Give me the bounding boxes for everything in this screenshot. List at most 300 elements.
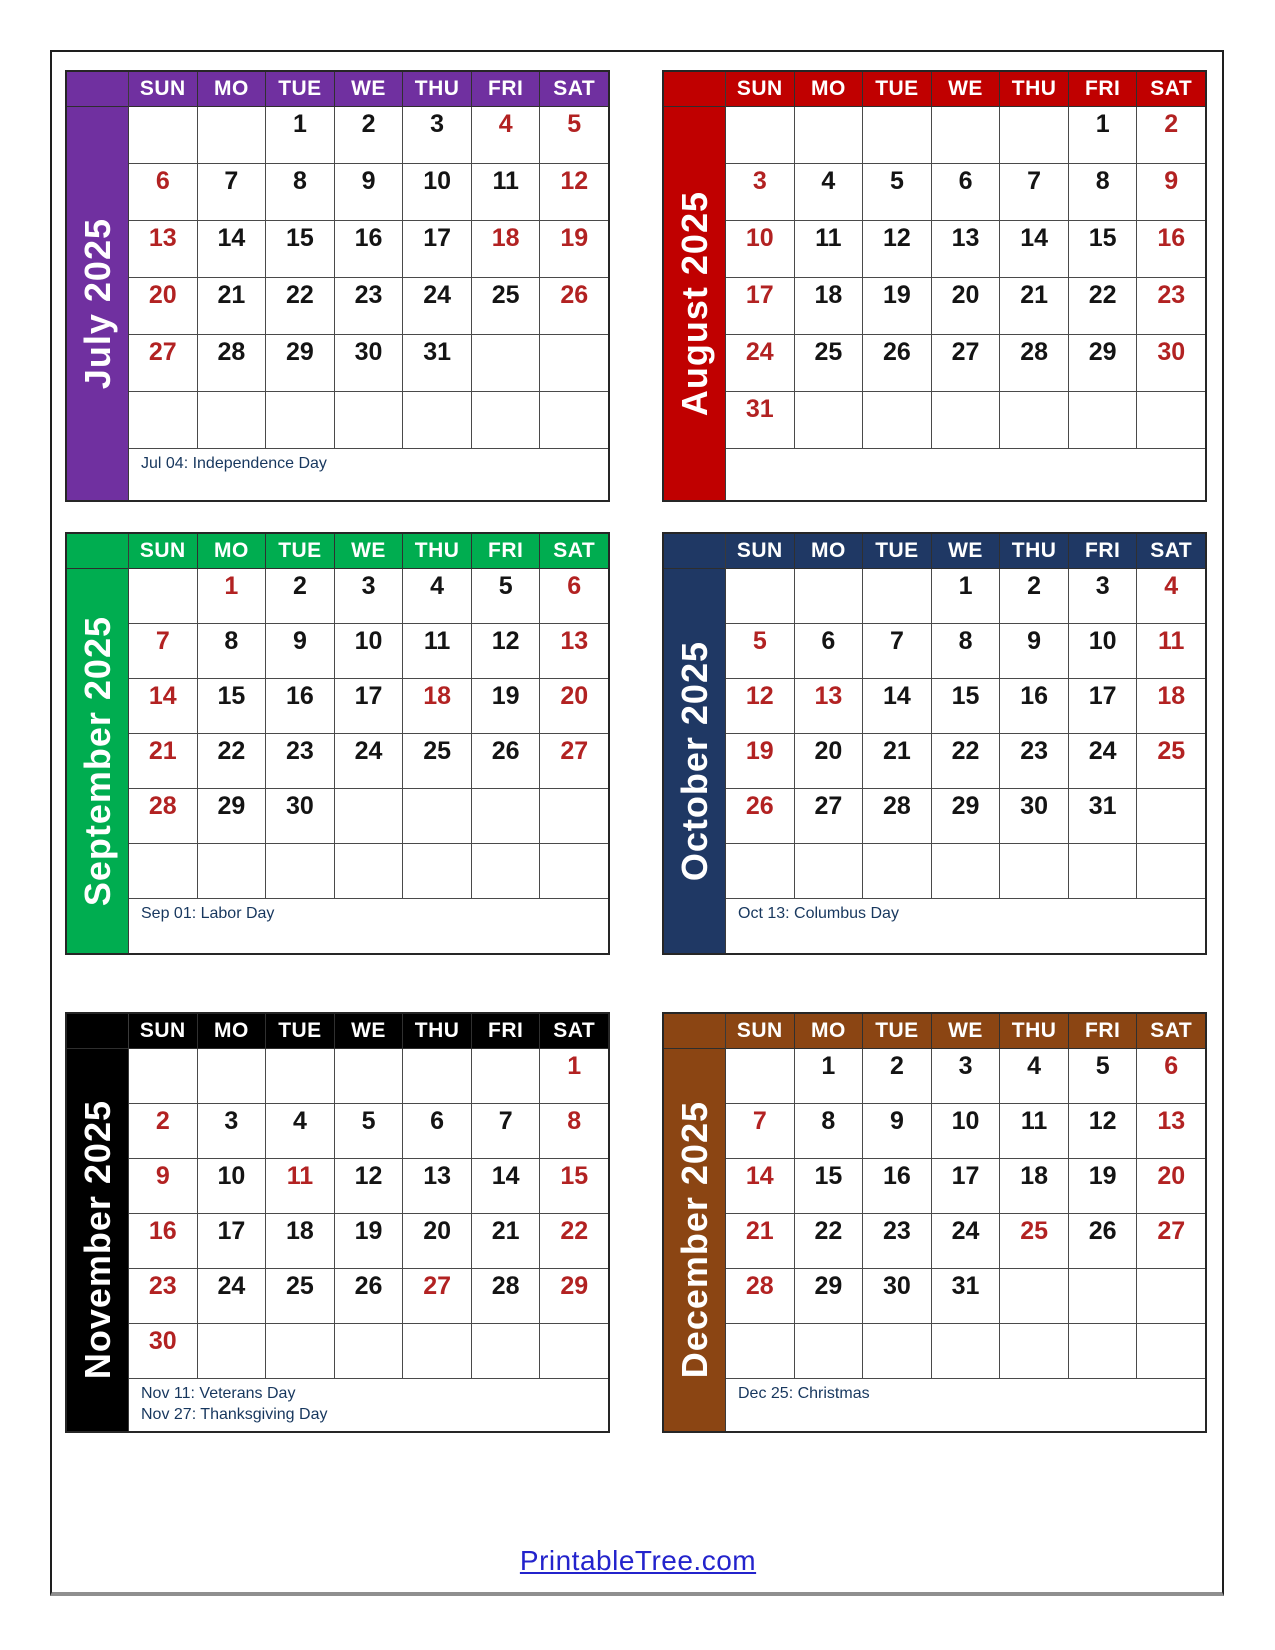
date-cell-december-11: [999, 1104, 1068, 1159]
date-number: 13: [148, 224, 177, 252]
date-number: 9: [292, 627, 307, 655]
date-number: 21: [745, 1217, 774, 1245]
week-row: [726, 107, 1205, 164]
date-cell-july-10: [402, 164, 471, 221]
date-cell-august-21: [999, 278, 1068, 335]
date-cell-august-22: [1068, 278, 1137, 335]
holiday-note: Dec 25: Christmas: [738, 1385, 870, 1402]
date-number: 2: [361, 110, 376, 138]
date-cell-august-3: [726, 164, 794, 221]
date-cell-august-9: [1136, 164, 1205, 221]
day-header-sat: SAT: [539, 1014, 608, 1048]
date-cell-august-14: [999, 221, 1068, 278]
date-cell-august-20: [931, 278, 1000, 335]
date-cell-august-4: [794, 164, 863, 221]
date-number: 3: [430, 110, 445, 138]
date-cell-october-26: [726, 789, 794, 844]
date-cell-october-3: [1068, 569, 1137, 624]
date-number: 23: [1020, 737, 1048, 765]
date-number: 23: [1157, 281, 1186, 309]
week-row: [129, 1324, 608, 1379]
date-number: 10: [1088, 627, 1117, 655]
date-number: 17: [951, 1162, 980, 1190]
month-band: [664, 534, 726, 953]
date-number: 20: [560, 682, 589, 710]
date-number: 29: [814, 1272, 843, 1300]
date-cell-december-18: [999, 1159, 1068, 1214]
date-number: 9: [1027, 627, 1042, 655]
date-cell-december-5: [1068, 1049, 1137, 1104]
day-header-fri: FRI: [1068, 1014, 1137, 1048]
date-cell-empty: [129, 392, 197, 449]
date-cell-july-12: [539, 164, 608, 221]
date-cell-july-7: [197, 164, 266, 221]
date-cell-october-21: [862, 734, 931, 789]
day-header-we: WE: [334, 72, 403, 106]
day-header-sun: SUN: [736, 1019, 783, 1042]
date-cell-october-15: [931, 679, 1000, 734]
day-header-sat: SAT: [539, 534, 608, 568]
date-number: 2: [889, 1052, 904, 1080]
date-cell-empty: [1136, 392, 1205, 449]
date-cell-december-8: [794, 1104, 863, 1159]
date-cell-august-12: [862, 221, 931, 278]
month-grid: [129, 534, 608, 953]
date-cell-december-15: [794, 1159, 863, 1214]
footer-link[interactable]: PrintableTree.com: [519, 1545, 757, 1576]
day-header-tue: TUE: [265, 534, 334, 568]
date-cell-december-21: [726, 1214, 794, 1269]
day-header-tue: TUE: [265, 72, 334, 106]
date-cell-november-15: [539, 1159, 608, 1214]
date-number: 5: [361, 1107, 376, 1135]
date-cell-december-1: [794, 1049, 863, 1104]
day-header-sun: SUN: [139, 77, 186, 100]
month-band: [67, 1014, 129, 1431]
holiday-area: [726, 449, 1205, 500]
date-cell-empty: [931, 1324, 1000, 1379]
date-cell-december-23: [862, 1214, 931, 1269]
date-cell-october-12: [726, 679, 794, 734]
day-header-we: WE: [931, 72, 1000, 106]
band-body: [67, 569, 128, 953]
week-row: [726, 624, 1205, 679]
date-cell-empty: [334, 392, 403, 449]
date-number: 12: [1088, 1107, 1117, 1135]
month-name-label: November 2025: [76, 1100, 118, 1380]
week-row: [129, 1159, 608, 1214]
day-header-tue: TUE: [862, 1014, 931, 1048]
date-cell-empty: [402, 392, 471, 449]
date-number: 16: [1020, 682, 1048, 710]
date-number: 25: [814, 338, 843, 366]
date-cell-empty: [471, 335, 540, 392]
date-cell-august-16: [1136, 221, 1205, 278]
holiday-note: Jul 04: Independence Day: [141, 455, 327, 472]
week-row: [129, 1104, 608, 1159]
date-number: 10: [423, 167, 451, 195]
date-cell-november-8: [539, 1104, 608, 1159]
week-row: [726, 734, 1205, 789]
date-cell-empty: [129, 1049, 197, 1104]
date-number: 11: [286, 1162, 314, 1190]
date-number: 2: [292, 572, 307, 600]
date-number: 30: [1157, 338, 1186, 366]
date-cell-september-3: [334, 569, 403, 624]
day-header-sun: SUN: [736, 539, 783, 562]
date-number: 20: [148, 281, 177, 309]
date-cell-empty: [129, 569, 197, 624]
date-number: 21: [217, 281, 246, 309]
date-number: 7: [498, 1107, 513, 1135]
date-number: 5: [1095, 1052, 1110, 1080]
band-body: [664, 107, 725, 500]
date-cell-empty: [726, 107, 794, 164]
date-cell-july-22: [265, 278, 334, 335]
date-cell-october-13: [794, 679, 863, 734]
date-cell-august-28: [999, 335, 1068, 392]
date-number: 20: [814, 737, 843, 765]
day-header-thu: THU: [402, 72, 471, 106]
date-cell-empty: [726, 1049, 794, 1104]
date-cell-september-1: [197, 569, 266, 624]
date-cell-july-13: [129, 221, 197, 278]
date-cell-july-29: [265, 335, 334, 392]
month-september: [65, 532, 610, 955]
date-number: 12: [354, 1162, 383, 1190]
date-cell-empty: [726, 569, 794, 624]
date-cell-december-4: [999, 1049, 1068, 1104]
holiday-area: [129, 899, 608, 953]
date-cell-october-27: [794, 789, 863, 844]
week-row: [726, 1159, 1205, 1214]
day-header-thu: THU: [999, 1014, 1068, 1048]
date-number: 26: [883, 338, 911, 366]
date-number: 26: [745, 792, 774, 820]
week-row: [129, 844, 608, 899]
date-cell-september-30: [265, 789, 334, 844]
band-body: [664, 569, 725, 953]
date-cell-august-29: [1068, 335, 1137, 392]
date-number: 17: [354, 682, 383, 710]
week-row: [129, 107, 608, 164]
day-header-mo: MO: [794, 1014, 863, 1048]
date-cell-august-17: [726, 278, 794, 335]
date-cell-july-4: [471, 107, 540, 164]
date-number: 25: [423, 737, 451, 765]
holiday-area: [726, 1379, 1205, 1431]
date-number: 2: [1027, 572, 1042, 600]
date-number: 29: [951, 792, 980, 820]
date-cell-empty: [999, 844, 1068, 899]
date-number: 1: [1095, 110, 1110, 138]
date-number: 13: [1157, 1107, 1186, 1135]
date-number: 12: [745, 682, 774, 710]
date-cell-empty: [129, 107, 197, 164]
date-cell-july-28: [197, 335, 266, 392]
week-row: [129, 569, 608, 624]
date-cell-november-17: [197, 1214, 266, 1269]
date-number: 2: [155, 1107, 170, 1135]
date-number: 6: [821, 627, 836, 655]
week-row: [726, 1104, 1205, 1159]
day-header-mo: MO: [197, 534, 266, 568]
day-header-row: [129, 1014, 608, 1049]
date-number: 18: [814, 281, 843, 309]
date-cell-july-11: [471, 164, 540, 221]
date-cell-september-4: [402, 569, 471, 624]
week-row: [726, 221, 1205, 278]
date-cell-empty: [1136, 844, 1205, 899]
date-cell-september-20: [539, 679, 608, 734]
day-header-thu: THU: [402, 534, 471, 568]
week-row: [726, 1049, 1205, 1104]
date-cell-empty: [471, 1324, 540, 1379]
date-cell-july-3: [402, 107, 471, 164]
date-cell-august-31: [726, 392, 794, 449]
day-header-we: WE: [334, 1014, 403, 1048]
date-number: 19: [560, 224, 589, 252]
holiday-note: Sep 01: Labor Day: [141, 905, 275, 922]
day-header-fri: FRI: [471, 1014, 540, 1048]
week-row: [726, 679, 1205, 734]
date-cell-december-20: [1136, 1159, 1205, 1214]
date-number: 13: [951, 224, 980, 252]
date-cell-october-24: [1068, 734, 1137, 789]
date-cell-empty: [539, 392, 608, 449]
day-header-tue: TUE: [265, 1014, 334, 1048]
date-cell-december-31: [931, 1269, 1000, 1324]
week-row: [129, 1269, 608, 1324]
band-body: [67, 1049, 128, 1431]
date-cell-december-25: [999, 1214, 1068, 1269]
day-header-row: [726, 534, 1205, 569]
date-number: 8: [958, 627, 973, 655]
date-cell-empty: [265, 1049, 334, 1104]
week-row: [129, 1214, 608, 1269]
date-number: 2: [1164, 110, 1179, 138]
date-cell-september-17: [334, 679, 403, 734]
week-row: [726, 278, 1205, 335]
month-grid: [129, 72, 608, 500]
day-header-thu: THU: [999, 534, 1068, 568]
month-october: [662, 532, 1207, 955]
holiday-note: Nov 11: Veterans Day: [141, 1385, 296, 1402]
band-corner-cell: [664, 534, 725, 569]
date-cell-september-18: [402, 679, 471, 734]
date-number: 11: [1158, 627, 1185, 655]
date-number: 4: [430, 572, 445, 600]
date-cell-december-26: [1068, 1214, 1137, 1269]
date-cell-august-30: [1136, 335, 1205, 392]
month-grid: [726, 534, 1205, 953]
date-number: 29: [286, 338, 314, 366]
date-number: 19: [883, 281, 911, 309]
date-cell-august-19: [862, 278, 931, 335]
date-number: 28: [745, 1272, 774, 1300]
day-header-row: [726, 1014, 1205, 1049]
date-number: 18: [491, 224, 520, 252]
day-header-fri: FRI: [471, 534, 540, 568]
date-cell-empty: [471, 844, 540, 899]
date-cell-november-19: [334, 1214, 403, 1269]
date-cell-august-25: [794, 335, 863, 392]
date-cell-december-17: [931, 1159, 1000, 1214]
date-cell-november-29: [539, 1269, 608, 1324]
day-header-we: WE: [931, 534, 1000, 568]
date-cell-empty: [197, 1049, 266, 1104]
date-cell-empty: [794, 569, 863, 624]
date-cell-august-11: [794, 221, 863, 278]
holiday-note: Nov 27: Thanksgiving Day: [141, 1405, 328, 1423]
date-cell-november-27: [402, 1269, 471, 1324]
date-cell-november-6: [402, 1104, 471, 1159]
date-number: 14: [148, 682, 177, 710]
date-cell-october-18: [1136, 679, 1205, 734]
date-number: 12: [883, 224, 911, 252]
day-header-mo: MO: [794, 534, 863, 568]
date-cell-october-14: [862, 679, 931, 734]
date-number: 25: [491, 281, 520, 309]
date-cell-september-21: [129, 734, 197, 789]
date-cell-july-30: [334, 335, 403, 392]
date-number: 22: [814, 1217, 843, 1245]
date-number: 6: [567, 572, 582, 600]
date-number: 3: [1095, 572, 1110, 600]
week-row: [726, 1269, 1205, 1324]
day-header-sat: SAT: [1136, 1014, 1205, 1048]
date-number: 24: [745, 338, 774, 366]
date-number: 15: [814, 1162, 843, 1190]
date-cell-empty: [1136, 789, 1205, 844]
date-number: 1: [958, 572, 973, 600]
date-cell-october-8: [931, 624, 1000, 679]
date-cell-empty: [402, 1049, 471, 1104]
date-number: 19: [745, 737, 774, 765]
month-august: [662, 70, 1207, 502]
date-cell-august-23: [1136, 278, 1205, 335]
date-number: 18: [286, 1217, 314, 1245]
date-number: 9: [1164, 167, 1179, 195]
date-number: 12: [491, 627, 520, 655]
day-header-sun: SUN: [139, 1019, 186, 1042]
date-number: 25: [1157, 737, 1186, 765]
date-cell-november-10: [197, 1159, 266, 1214]
date-cell-july-19: [539, 221, 608, 278]
date-cell-empty: [931, 392, 1000, 449]
date-number: 8: [1095, 167, 1110, 195]
month-band: [664, 1014, 726, 1431]
date-number: 22: [951, 737, 980, 765]
date-cell-november-3: [197, 1104, 266, 1159]
date-number: 18: [1020, 1162, 1048, 1190]
date-cell-empty: [1136, 1269, 1205, 1324]
date-number: 11: [492, 167, 519, 195]
date-cell-september-12: [471, 624, 540, 679]
date-number: 11: [1020, 1107, 1048, 1135]
band-corner-cell: [67, 534, 128, 569]
date-cell-july-24: [402, 278, 471, 335]
date-cell-empty: [197, 1324, 266, 1379]
date-cell-july-15: [265, 221, 334, 278]
date-cell-september-9: [265, 624, 334, 679]
date-cell-november-25: [265, 1269, 334, 1324]
date-cell-october-2: [999, 569, 1068, 624]
month-name-label: December 2025: [673, 1101, 715, 1379]
date-cell-empty: [265, 392, 334, 449]
date-number: 28: [1020, 338, 1048, 366]
date-number: 8: [821, 1107, 836, 1135]
date-number: 31: [951, 1272, 980, 1300]
date-number: 27: [814, 792, 843, 820]
date-number: 25: [286, 1272, 314, 1300]
date-cell-august-6: [931, 164, 1000, 221]
date-cell-empty: [1068, 844, 1137, 899]
date-cell-august-27: [931, 335, 1000, 392]
date-number: 30: [354, 338, 383, 366]
date-number: 6: [430, 1107, 445, 1135]
date-number: 21: [883, 737, 911, 765]
date-cell-october-1: [931, 569, 1000, 624]
date-cell-october-9: [999, 624, 1068, 679]
date-number: 1: [224, 572, 239, 600]
date-cell-july-18: [471, 221, 540, 278]
date-cell-october-17: [1068, 679, 1137, 734]
date-number: 7: [752, 1107, 767, 1135]
date-cell-october-23: [999, 734, 1068, 789]
date-number: 16: [148, 1217, 177, 1245]
day-header-fri: FRI: [1068, 534, 1137, 568]
date-cell-november-14: [471, 1159, 540, 1214]
date-cell-empty: [334, 789, 403, 844]
date-cell-july-25: [471, 278, 540, 335]
date-cell-december-22: [794, 1214, 863, 1269]
date-number: 24: [354, 737, 383, 765]
weeks-body: [129, 1049, 608, 1379]
date-number: 17: [217, 1217, 246, 1245]
date-cell-december-2: [862, 1049, 931, 1104]
date-cell-october-19: [726, 734, 794, 789]
date-cell-empty: [862, 1324, 931, 1379]
date-cell-december-3: [931, 1049, 1000, 1104]
holiday-area: [129, 449, 608, 500]
date-number: 16: [286, 682, 314, 710]
weeks-body: [129, 569, 608, 899]
week-row: [726, 1324, 1205, 1379]
date-cell-november-18: [265, 1214, 334, 1269]
date-cell-july-17: [402, 221, 471, 278]
week-row: [129, 392, 608, 449]
date-number: 16: [883, 1162, 911, 1190]
date-cell-november-2: [129, 1104, 197, 1159]
holiday-area: [129, 1379, 608, 1431]
date-number: 9: [361, 167, 376, 195]
date-cell-december-16: [862, 1159, 931, 1214]
week-row: [129, 734, 608, 789]
date-number: 15: [217, 682, 246, 710]
month-band: [664, 72, 726, 500]
month-name-label: October 2025: [673, 640, 715, 882]
date-cell-november-22: [539, 1214, 608, 1269]
date-number: 23: [354, 281, 383, 309]
weeks-body: [726, 569, 1205, 899]
date-number: 23: [148, 1272, 177, 1300]
date-cell-september-10: [334, 624, 403, 679]
week-row: [129, 335, 608, 392]
date-number: 22: [560, 1217, 589, 1245]
date-cell-empty: [539, 335, 608, 392]
date-number: 14: [491, 1162, 520, 1190]
